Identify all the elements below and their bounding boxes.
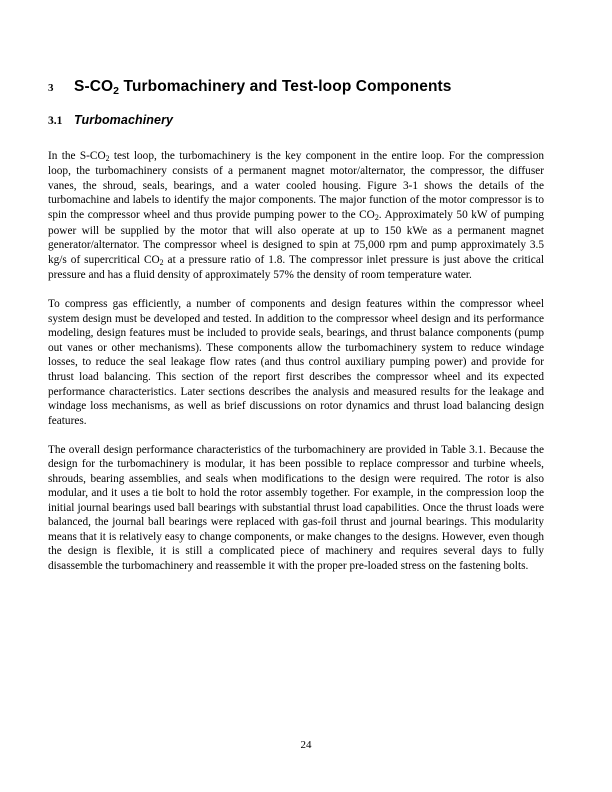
- subscript: 2: [374, 212, 379, 222]
- page-content: [48, 78, 544, 574]
- section-number: 3.1: [48, 114, 63, 127]
- body-paragraph: The overall design performance characteristics of the turbomachinery are provided in Table 3.1. Because the design for the turbomachinery is modular, it has been possible to replace compressor and turbine wheels, shrouds, bearing assemblies, and seals when modifications to the design were required. The rotor is also modular, and it uses a tie bolt to hold the rotor assembly together. For example, in the compression loop the initial journal bearings used ball bearings with substantial thrust load capabilities. Once the thrust loads were balanced, the journal ball bearings were replaced with gas-foil thrust and journal bearings. This modularity means that it is relatively easy to change components, or make changes to the designs. However, even though the design is flexible, it is still a complicated piece of machinery and requires several days to fully disassemble the turbomachinery and reassemble it with the proper pre-loaded stress on the fastening bolts.: [48, 443, 544, 573]
- section-heading: [48, 113, 544, 127]
- body-paragraph: In the $S-CO_2$ test loop, the turbomachinery is the key component in the entire loop. For the compression loop, the turbomachinery consists of a permanent magnet motor/alternator, the compressor, the diffuser vanes, the shroud, seals, bearings, and a water cooled housing. Figure 3-1 shows the details of the turbomachine and labels to identify the major components. The major function of the motor compressor is to spin the compressor wheel and thus provide pumping power to the $CO_2$. Approximately 50 kW of pumping power will be supplied by the motor that will also operate at up to 150 kWe as a permanent magnet generator/alternator. The compressor wheel is designed to spin at 75,000 rpm and pump approximately 3.5 kg/s of supercritical $CO_2$ at a pressure ratio of 1.8. The compressor inlet pressure is just above the critical pressure and has a fluid density of approximately 57% the density of room temperature water.: [48, 149, 544, 282]
- section-title: Turbomachinery: [74, 112, 174, 127]
- chapter-heading: [48, 78, 544, 96]
- chapter-number: 3: [48, 82, 54, 94]
- page-number: 24: [300, 739, 312, 751]
- chapter-title: [74, 78, 452, 96]
- chapter-title-part-1: S-CO: [74, 78, 114, 95]
- subscript: 2: [159, 257, 164, 267]
- subscript: 2: [105, 153, 110, 163]
- chapter-title-part-2: Turbomachinery and Test-loop Components: [119, 78, 452, 95]
- chapter-title-subscript: 2: [113, 84, 120, 97]
- body-paragraph: To compress gas efficiently, a number of components and design features within the compressor wheel system design must be developed and tested. In addition to the compressor wheel design and its performance modeling, design features must be included to provide seals, bearings, and thrust balance components (pump out vanes or other mechanisms). These components allow the turbomachinery system to reduce windage losses, to reduce the seal leakage flow rates (and thus control auxiliary pumping power) and provide for thrust load balancing. This section of the report first describes the compressor wheel and its expected performance characteristics. Later sections describes the analysis and measured results for the leakage and windage loss mechanisms, as well as brief discussions on rotor dynamics and thrust load balancing design features.: [48, 298, 544, 427]
